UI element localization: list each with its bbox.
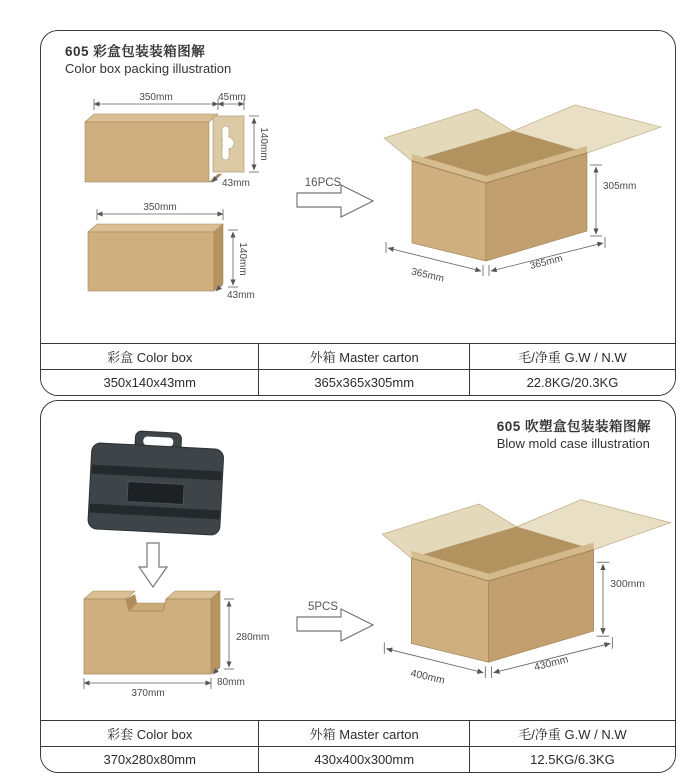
- panel1-title-en: Color box packing illustration: [65, 60, 232, 76]
- master-carton-diagram: [377, 487, 676, 701]
- table-header-master-carton: 外箱 Master carton: [258, 721, 468, 747]
- table-header-weight: 毛/净重 G.W / N.W: [469, 344, 675, 370]
- panel2-title: [497, 419, 651, 452]
- dim-carton-width: 365mm: [528, 253, 564, 272]
- dim-sleeve-height: 280mm: [236, 632, 270, 643]
- dim-sleeve-width: 370mm: [131, 688, 165, 699]
- table-value-master-carton: 365x365x305mm: [258, 370, 468, 395]
- table-value-color-box: 370x280x80mm: [103, 752, 196, 767]
- qty-label: 5PCS: [307, 601, 339, 613]
- table-value-color-box: 350x140x43mm: [103, 375, 196, 390]
- sleeve-box-diagram: [59, 579, 291, 705]
- dim-box-a-depth: 43mm: [222, 178, 250, 189]
- table-header-color-box: 彩盒 Color box: [41, 344, 258, 370]
- dim-box-a-tab: 45mm: [218, 92, 246, 103]
- panel1-title-zh: 605 彩盒包装装箱图解: [65, 44, 206, 59]
- dim-carton-height: 305mm: [603, 181, 637, 192]
- case-label-area: [127, 482, 184, 505]
- table-value-weight: 22.8KG/20.3KG: [469, 370, 675, 395]
- blow-mold-case-image: [81, 428, 231, 540]
- right-arrow-icon: [297, 185, 373, 217]
- dim-carton-depth: 365mm: [410, 266, 446, 285]
- dim-carton-height: 300mm: [610, 579, 645, 591]
- qty-arrow-right: [289, 169, 383, 223]
- panel1-spec-table: [41, 343, 675, 395]
- table-header-weight: 毛/净重 G.W / N.W: [469, 721, 675, 747]
- panel1-title: [65, 44, 231, 77]
- right-arrow-icon: [297, 609, 373, 641]
- color-box-panel: [40, 30, 676, 396]
- table-value-master-carton: 430x400x300mm: [258, 747, 468, 772]
- dim-box-b-height: 140mm: [237, 242, 248, 276]
- panel2-title-en: Blow mold case illustration: [496, 435, 650, 451]
- dim-carton-depth: 400mm: [409, 668, 446, 687]
- master-carton-diagram: [379, 93, 669, 298]
- qty-label: 16PCS: [304, 177, 342, 189]
- panel2-spec-table: [41, 720, 675, 772]
- dim-box-b-width: 350mm: [143, 202, 177, 213]
- table-header-master-carton: 外箱 Master carton: [258, 344, 468, 370]
- dim-box-a-width: 350mm: [139, 92, 173, 103]
- table-value-weight: 12.5KG/6.3KG: [469, 747, 675, 772]
- dim-box-b-depth: 43mm: [227, 290, 255, 301]
- dim-carton-width: 430mm: [533, 654, 570, 674]
- dim-sleeve-depth: 80mm: [217, 677, 245, 688]
- dim-box-a-height: 140mm: [258, 127, 269, 161]
- color-box-with-hang-tab-diagram: [61, 89, 291, 201]
- blow-mold-case-panel: [40, 400, 676, 773]
- qty-arrow-right: [289, 593, 383, 647]
- panel2-title-zh: 605 吹塑盒包装装箱图解: [496, 419, 651, 434]
- color-box-plain-diagram: [61, 199, 291, 309]
- table-header-color-box: 彩套 Color box: [41, 721, 258, 747]
